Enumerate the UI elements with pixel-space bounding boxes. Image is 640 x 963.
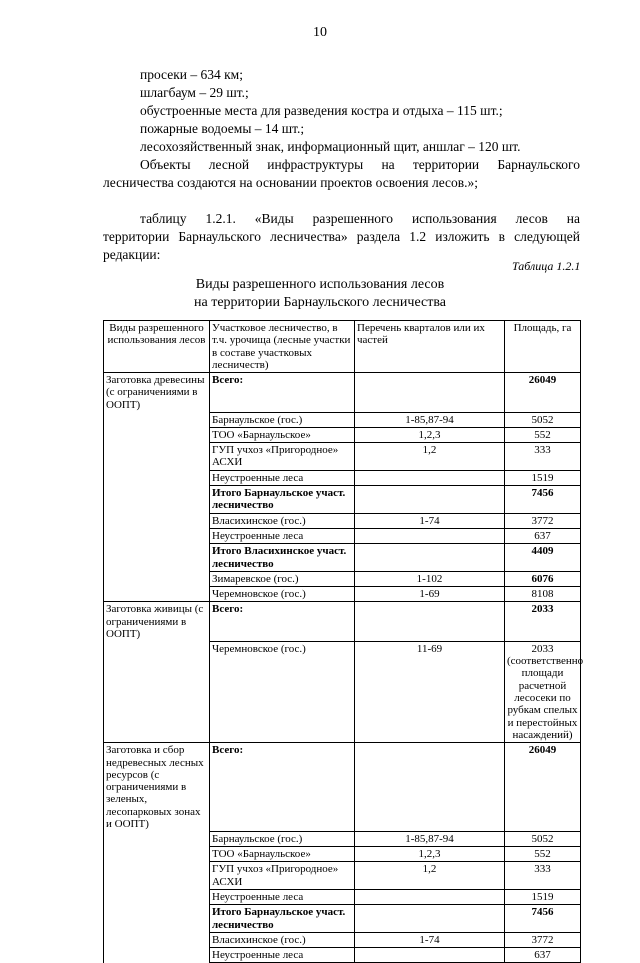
use-type-cell: Заготовка древесины (с ограничениями в ООПТ): [104, 373, 210, 412]
quarters-cell: 1-74: [355, 932, 505, 947]
table-row: [104, 641, 581, 742]
table-row: [104, 831, 581, 846]
table-title-line: на территории Барнаульского лесничества: [194, 295, 446, 310]
area-cell: 26049: [505, 743, 581, 832]
area-cell: 333: [505, 443, 581, 471]
quarters-cell: 1-85,87-94: [355, 831, 505, 846]
area-cell: 5052: [505, 831, 581, 846]
forestry-cell: Барнаульское (гос.): [210, 831, 355, 846]
table-row: [104, 889, 581, 904]
quarters-cell: 1-102: [355, 571, 505, 586]
header-quarters: Перечень кварталов или их частей: [355, 321, 505, 373]
quarters-cell: 1,2,3: [355, 847, 505, 862]
quarters-cell: 1-69: [355, 587, 505, 602]
list-item: пожарные водоемы – 14 шт.;: [140, 121, 305, 136]
forestry-cell: ТОО «Барнаульское»: [210, 427, 355, 442]
forestry-cell: Барнаульское (гос.): [210, 412, 355, 427]
table-row: [104, 544, 581, 572]
paragraph-line: лесничества создаются на основании проектов освоения лесов.»;: [103, 175, 479, 190]
use-type-cell-continued: [104, 587, 210, 602]
area-cell: 3772: [505, 932, 581, 947]
area-cell: 1519: [505, 470, 581, 485]
table-body: [104, 373, 584, 963]
use-type-cell: Заготовка живицы (с ограничениями в ООПТ): [104, 602, 210, 641]
area-cell: 333: [505, 862, 581, 890]
quarters-cell: 1,2: [355, 862, 505, 890]
list-item: лесохозяйственный знак, информационный щит, аншлаг – 120 шт.: [140, 139, 521, 154]
table-row: [104, 486, 581, 514]
area-cell: 5052: [505, 412, 581, 427]
table-row: [104, 571, 581, 586]
use-type-cell-continued: [104, 641, 210, 742]
list-item: просеки – 634 км;: [140, 67, 243, 82]
forestry-cell: Зимаревское (гос.): [210, 571, 355, 586]
use-type-cell-continued: [104, 847, 210, 862]
use-type-cell-continued: [104, 571, 210, 586]
area-cell: 1519: [505, 889, 581, 904]
use-type-cell-continued: [104, 470, 210, 485]
area-cell: 2033 (соответственно площади расчетной лесосеки по рубкам спелых и перестойных насаждений): [505, 641, 581, 742]
use-type-cell-continued: [104, 831, 210, 846]
area-cell: 552: [505, 847, 581, 862]
area-cell: 552: [505, 427, 581, 442]
use-type-cell: Заготовка и сбор недревесных лесных ресурсов (с ограничениями в зеленых, лесопарковых зонах и ООПТ): [104, 743, 210, 832]
area-cell: 637: [505, 948, 581, 963]
quarters-cell: 1-85,87-94: [355, 412, 505, 427]
quarters-cell: [355, 486, 505, 514]
use-type-cell-continued: [104, 528, 210, 543]
forestry-cell: Черемновское (гос.): [210, 641, 355, 742]
use-type-cell-continued: [104, 427, 210, 442]
area-cell: 8108: [505, 587, 581, 602]
table-row: [104, 412, 581, 427]
table-row: [104, 905, 581, 933]
table-row: [104, 427, 581, 442]
forestry-cell: Власихинское (гос.): [210, 513, 355, 528]
forestry-cell: Неустроенные леса: [210, 470, 355, 485]
table-row: [104, 847, 581, 862]
table-reference: Таблица 1.2.1: [512, 259, 581, 273]
page-number: 10: [313, 25, 327, 40]
quarters-cell: [355, 544, 505, 572]
table-row: [104, 443, 581, 471]
header-area: Площадь, га: [505, 321, 581, 373]
quarters-cell: [355, 528, 505, 543]
table-row: [104, 470, 581, 485]
forestry-cell: ГУП учхоз «Пригородное» АСХИ: [210, 862, 355, 890]
forestry-cell: Итого Барнаульское участ. лесничество: [210, 905, 355, 933]
area-cell: 26049: [505, 373, 581, 412]
use-type-cell-continued: [104, 905, 210, 933]
table-row: [104, 373, 581, 412]
area-cell: 2033: [505, 602, 581, 641]
quarters-cell: [355, 743, 505, 832]
use-type-cell-continued: [104, 544, 210, 572]
paragraph-line: редакции:: [103, 247, 161, 262]
list-item: шлагбаум – 29 шт.;: [140, 85, 249, 100]
table-row: [104, 743, 581, 832]
forestry-cell: Итого Барнаульское участ. лесничество: [210, 486, 355, 514]
quarters-cell: [355, 905, 505, 933]
area-cell: 4409: [505, 544, 581, 572]
table-row: [104, 932, 581, 947]
area-cell: 3772: [505, 513, 581, 528]
quarters-cell: 1,2: [355, 443, 505, 471]
header-forestry: Участковое лесничество, в т.ч. урочища (лесные участки в составе участковых лесничеств): [210, 321, 355, 373]
table-row: [104, 587, 581, 602]
table-row: [104, 528, 581, 543]
area-cell: 7456: [505, 486, 581, 514]
use-type-cell-continued: [104, 948, 210, 963]
forestry-cell: Всего:: [210, 602, 355, 641]
table-row: [104, 602, 581, 641]
area-cell: 6076: [505, 571, 581, 586]
quarters-cell: [355, 373, 505, 412]
table-title-line: Виды разрешенного использования лесов: [195, 277, 445, 292]
quarters-cell: [355, 889, 505, 904]
quarters-cell: [355, 470, 505, 485]
forestry-cell: Неустроенные леса: [210, 948, 355, 963]
table-header-row: [104, 321, 581, 373]
use-type-cell-continued: [104, 932, 210, 947]
quarters-cell: 11-69: [355, 641, 505, 742]
use-type-cell-continued: [104, 889, 210, 904]
use-type-cell-continued: [104, 443, 210, 471]
use-type-cell-continued: [104, 862, 210, 890]
forestry-cell: Всего:: [210, 373, 355, 412]
quarters-cell: 1,2,3: [355, 427, 505, 442]
forestry-cell: Неустроенные леса: [210, 528, 355, 543]
area-cell: 637: [505, 528, 581, 543]
forestry-cell: ТОО «Барнаульское»: [210, 847, 355, 862]
use-type-cell-continued: [104, 412, 210, 427]
quarters-cell: [355, 948, 505, 963]
paragraph-line: территории Барнаульского лесничества» раздела 1.2 изложить в следующей: [103, 229, 580, 244]
table-row: [104, 862, 581, 890]
use-type-cell-continued: [104, 513, 210, 528]
forestry-cell: Неустроенные леса: [210, 889, 355, 904]
use-type-cell-continued: [104, 486, 210, 514]
forestry-cell: ГУП учхоз «Пригородное» АСХИ: [210, 443, 355, 471]
quarters-cell: 1-74: [355, 513, 505, 528]
paragraph-line: Объекты лесной инфраструктуры на территории Барнаульского: [140, 157, 580, 172]
area-cell: 7456: [505, 905, 581, 933]
table-row: [104, 513, 581, 528]
forestry-cell: Власихинское (гос.): [210, 932, 355, 947]
table-row: [104, 948, 581, 963]
list-item: обустроенные места для разведения костра и отдыха – 115 шт.;: [140, 103, 503, 118]
forestry-cell: Всего:: [210, 743, 355, 832]
paragraph-line: таблицу 1.2.1. «Виды разрешенного использования лесов на: [140, 211, 580, 226]
quarters-cell: [355, 602, 505, 641]
header-use-type: Виды разрешенного использования лесов: [104, 321, 210, 373]
forest-use-table: [103, 320, 584, 963]
forestry-cell: Итого Власихинское участ. лесничество: [210, 544, 355, 572]
forestry-cell: Черемновское (гос.): [210, 587, 355, 602]
